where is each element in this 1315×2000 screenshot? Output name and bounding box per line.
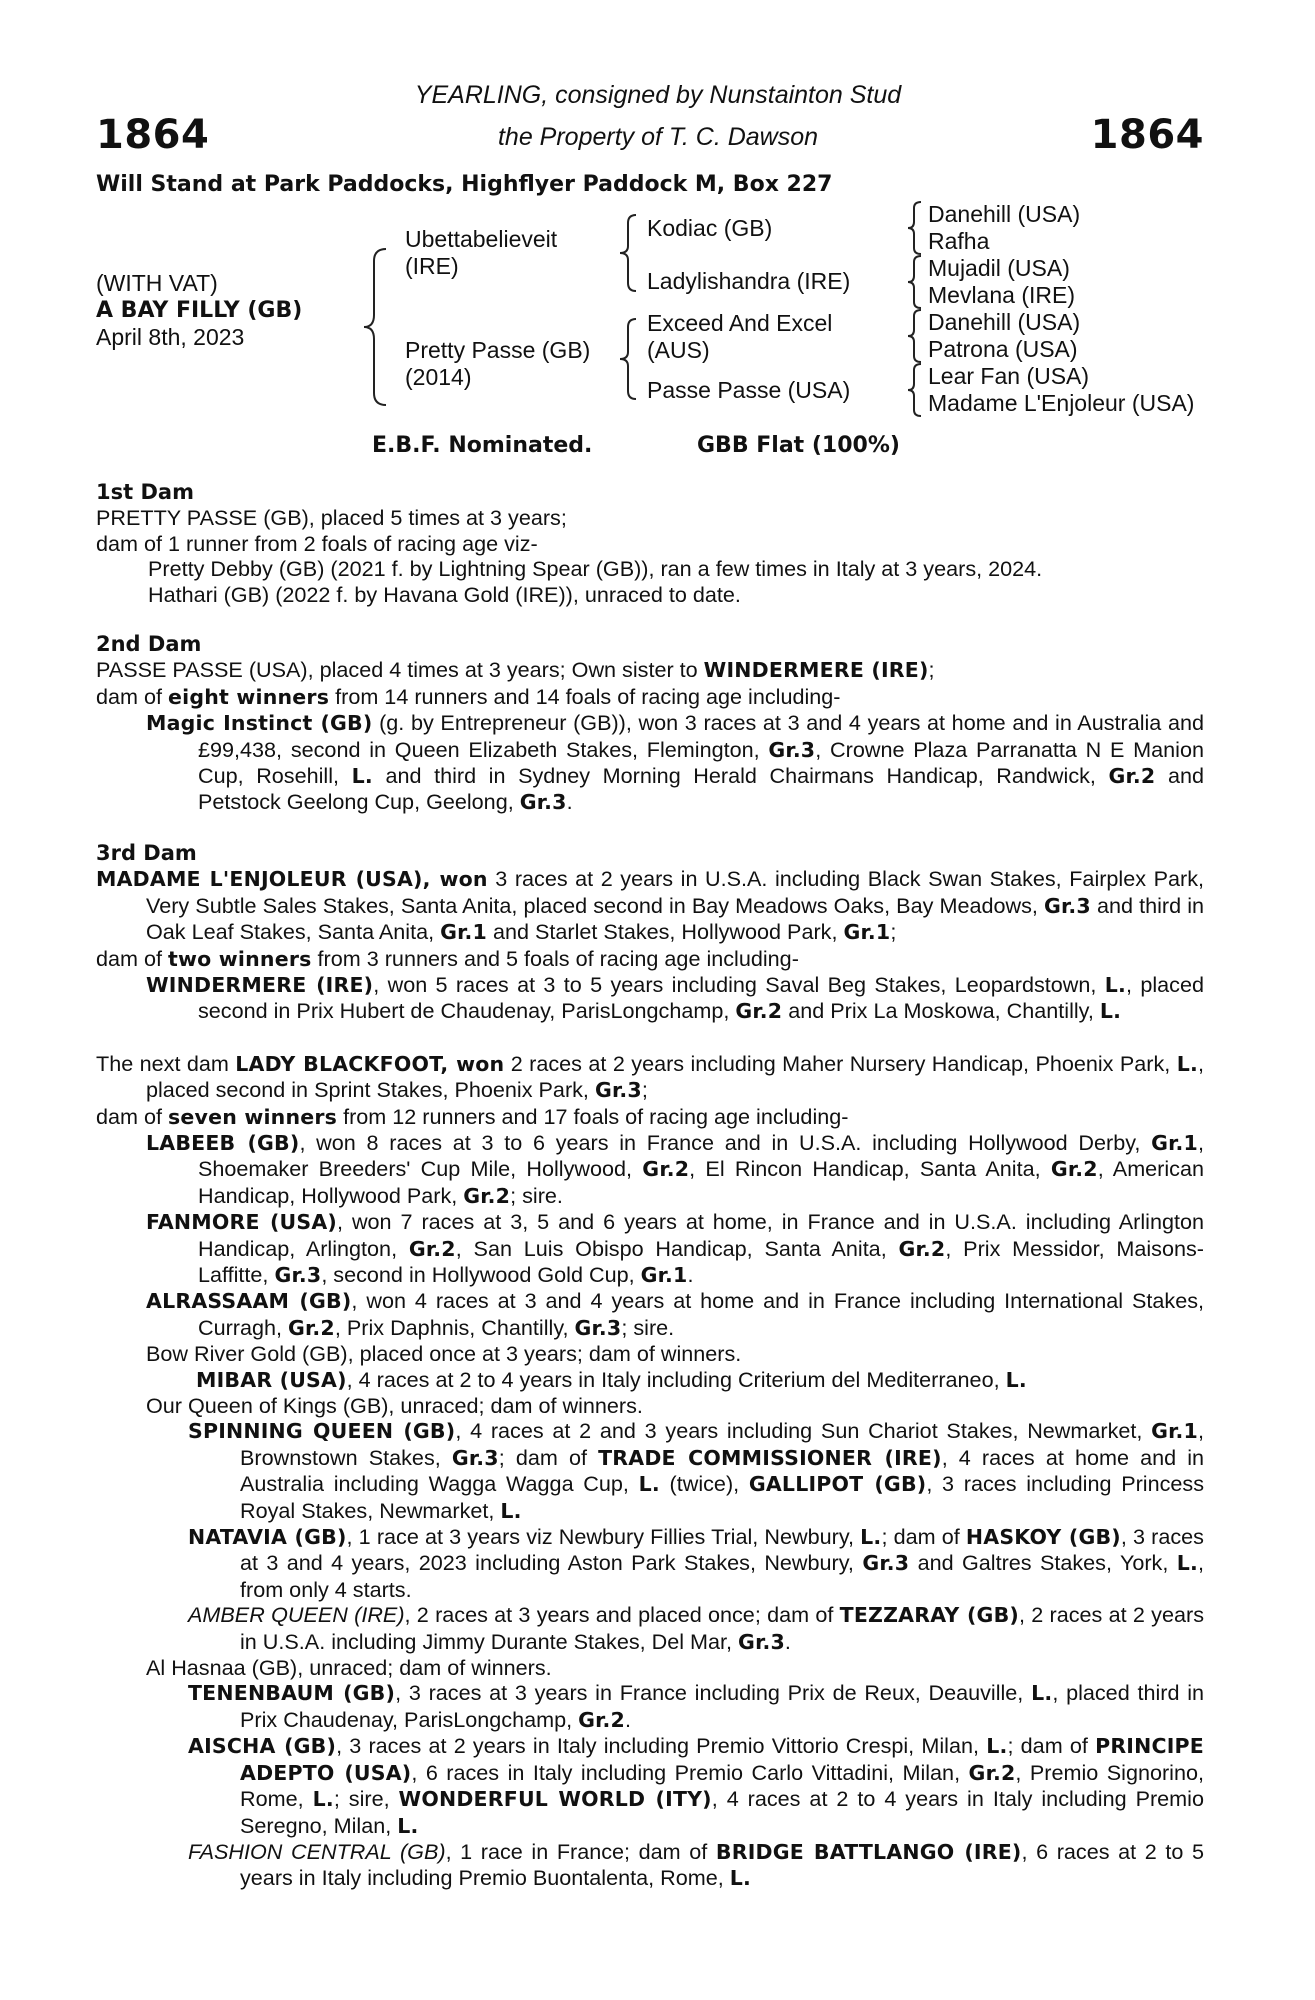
catalogue-body [96,480,1204,1892]
produce-entry: Hathari (GB) (2022 f. by Havana Gold (IRE)), unraced to date. [148,581,741,607]
pedigree-brace-g1 [906,200,924,256]
lot-number-right: 1864 [1090,112,1204,158]
pedigree-brace-g4 [906,362,924,418]
sire-sire: Kodiac (GB) [647,215,773,241]
ancestor-5: Danehill (USA) [928,309,1081,335]
produce-entry: FANMORE (USA), won 7 races at 3, 5 and 6 years at home, in France and in U.S.A. including Arlington Handicap, Arlington, Gr.2, San Luis Obispo Handicap, Santa Anita, Gr.2, Prix Messidor, Maisons-Laffitte, Gr.3, second in Hollywood Gold Cup, Gr.1. [146,1209,1204,1287]
foaling-date: April 8th, 2023 [96,324,245,350]
consignor-line: YEARLING, consigned by Nunstainton Stud [414,81,902,109]
ancestor-4: Mevlana (IRE) [928,282,1075,308]
second-dam-heading: 2nd Dam [96,632,202,657]
third-dam-produce-intro: dam of two winners from 3 runners and 5 foals of racing age including- [96,945,799,971]
produce-entry: Our Queen of Kings (GB), unraced; dam of winners. [146,1393,643,1418]
horse-name: A BAY FILLY (GB) [96,298,303,323]
pedigree [0,0,1315,470]
produce-entry: LABEEB (GB), won 8 races at 3 to 6 years in France and in U.S.A. including Hollywood Derby, Gr.1, Shoemaker Breeders' Cup Mile, Hollywood, Gr.2, El Rincon Handicap, Santa Anita, Gr.2, American Handicap, Hollywood Park, Gr.2; sire. [146,1129,1205,1208]
produce-entry: WINDERMERE (IRE), won 5 races at 3 to 5 years including Saval Beg Stakes, Leopardstown, L., placed second in Prix Hubert de Chaudenay, ParisLongchamp, Gr.2 and Prix La Moskowa, Chantilly, L. [146,971,1204,1024]
next-dam-produce-intro: dam of seven winners from 12 runners and 17 foals of racing age including- [96,1103,849,1129]
dam-sire: Exceed And Excel (AUS) [647,310,833,363]
second-dam-line: PASSE PASSE (USA), placed 4 times at 3 years; Own sister to WINDERMERE (IRE); [96,657,935,683]
ancestor-1: Danehill (USA) [928,201,1081,227]
grandproduce-entry: TENENBAUM (GB), 3 races at 3 years in France including Prix de Reux, Deauville, L., placed third in Prix Chaudenay, ParisLongchamp, Gr.2. [188,1680,1204,1732]
pedigree-brace-sire [618,213,640,293]
lot-number-left: 1864 [96,112,210,158]
produce-entry: Pretty Debby (GB) (2021 f. by Lightning Spear (GB)), ran a few times in Italy at 3 years, 2024. [148,556,1043,582]
produce-entry: Al Hasnaa (GB), unraced; dam of winners. [146,1655,552,1681]
first-dam-produce-intro: dam of 1 runner from 2 foals of racing age viz- [96,530,538,556]
stand-location: Will Stand at Park Paddocks, Highflyer Paddock M, Box 227 [96,172,833,197]
ebf-nomination: E.B.F. Nominated. [372,433,593,458]
grandproduce-entry: FASHION CENTRAL (GB), 1 race in France; dam of BRIDGE BATTLANGO (IRE), 6 races at 2 to 5 years in Italy including Premio Buontalenta, Rome, L. [188,1838,1204,1891]
ancestor-8: Madame L'Enjoleur (USA) [928,390,1195,416]
third-dam-heading: 3rd Dam [96,840,197,865]
grandproduce-entry: AISCHA (GB), 3 races at 2 years in Italy including Premio Vittorio Crespi, Milan, L.; dam of PRINCIPE ADEPTO (USA), 6 races in Italy including Premio Carlo Vittadini, Milan, Gr.2, Premio Signorino, Rome, L.; sire, WONDERFUL WORLD (ITY), 4 races at 2 to 4 years in Italy including Premio Seregno, Milan, L. [188,1733,1204,1838]
grandproduce-entry: MIBAR (USA), 4 races at 2 to 4 years in Italy including Criterium del Mediterraneo, L. [196,1366,1027,1392]
ancestor-6: Patrona (USA) [928,336,1078,362]
sire: Ubettabelieveit (IRE) [405,226,558,279]
third-dam-line: MADAME L'ENJOLEUR (USA), won 3 races at 2 years in U.S.A. including Black Swan Stakes, Fairplex Park, Very Subtle Sales Stakes, Santa Anita, placed second in Bay Meadows Oaks, Bay Meadows, Gr.3 and third in Oak Leaf Stakes, Santa Anita, Gr.1 and Starlet Stakes, Hollywood Park, Gr.1; [96,866,1205,945]
first-dam-line: PRETTY PASSE (GB), placed 5 times at 3 years; [96,505,567,531]
ancestor-2: Rafha [928,228,990,254]
next-dam-line: The next dam LADY BLACKFOOT, won 2 races at 2 years including Maher Nursery Handicap, Phoenix Park, L., placed second in Sprint Stakes, Phoenix Park, Gr.3; [96,1050,1204,1103]
pedigree-brace-dam [618,317,640,401]
second-dam-produce-intro: dam of eight winners from 14 runners and 14 foals of racing age including- [96,683,841,709]
grandproduce-entry: AMBER QUEEN (IRE), 2 races at 3 years and placed once; dam of TEZZARAY (GB), 2 races at 2 years in U.S.A. including Jimmy Durante Stakes, Del Mar, Gr.3. [188,1602,1204,1654]
ancestor-7: Lear Fan (USA) [928,363,1090,389]
property-line: the Property of T. C. Dawson [497,123,819,151]
pedigree-brace-main [362,247,392,407]
produce-entry: Bow River Gold (GB), placed once at 3 years; dam of winners. [146,1341,742,1367]
ancestor-3: Mujadil (USA) [928,255,1070,281]
vat-label: (WITH VAT) [96,270,218,296]
pedigree-brace-g2 [906,254,924,310]
pedigree-brace-g3 [906,308,924,364]
sire-dam: Ladylishandra (IRE) [647,268,851,294]
produce-entry: ALRASSAAM (GB), won 4 races at 3 and 4 years at home and in France including International Stakes, Curragh, Gr.2, Prix Daphnis, Chantilly, Gr.3; sire. [146,1288,1204,1340]
first-dam-heading: 1st Dam [96,480,194,504]
dam: Pretty Passe (GB) (2014) [405,337,591,390]
dam-dam: Passe Passe (USA) [647,377,851,403]
grandproduce-entry: SPINNING QUEEN (GB), 4 races at 2 and 3 years including Sun Chariot Stakes, Newmarket, Gr.1, Brownstown Stakes, Gr.3; dam of TRADE COMMISSIONER (IRE), 4 races at home and in Australia including Wagga Wagga Cup, L. (twice), GALLIPOT (GB), 3 races including Princess Royal Stakes, Newmarket, L. [188,1418,1205,1523]
grandproduce-entry: NATAVIA (GB), 1 race at 3 years viz Newbury Fillies Trial, Newbury, L.; dam of HASKOY (GB), 3 races at 3 and 4 years, 2023 including Aston Park Stakes, Newbury, Gr.3 and Galtres Stakes, York, L., from only 4 starts. [188,1524,1204,1602]
gbb-flat: GBB Flat (100%) [697,433,900,458]
produce-entry: Magic Instinct (GB) (g. by Entrepreneur (GB)), won 3 races at 3 and 4 years at home and in Australia and £99,438, second in Queen Elizabeth Stakes, Flemington, Gr.3, Crowne Plaza Parranatta N E Manion Cup, Rosehill, L. and third in Sydney Morning Herald Chairmans Handicap, Randwick, Gr.2 and Petstock Geelong Cup, Geelong, Gr.3. [146,710,1204,815]
